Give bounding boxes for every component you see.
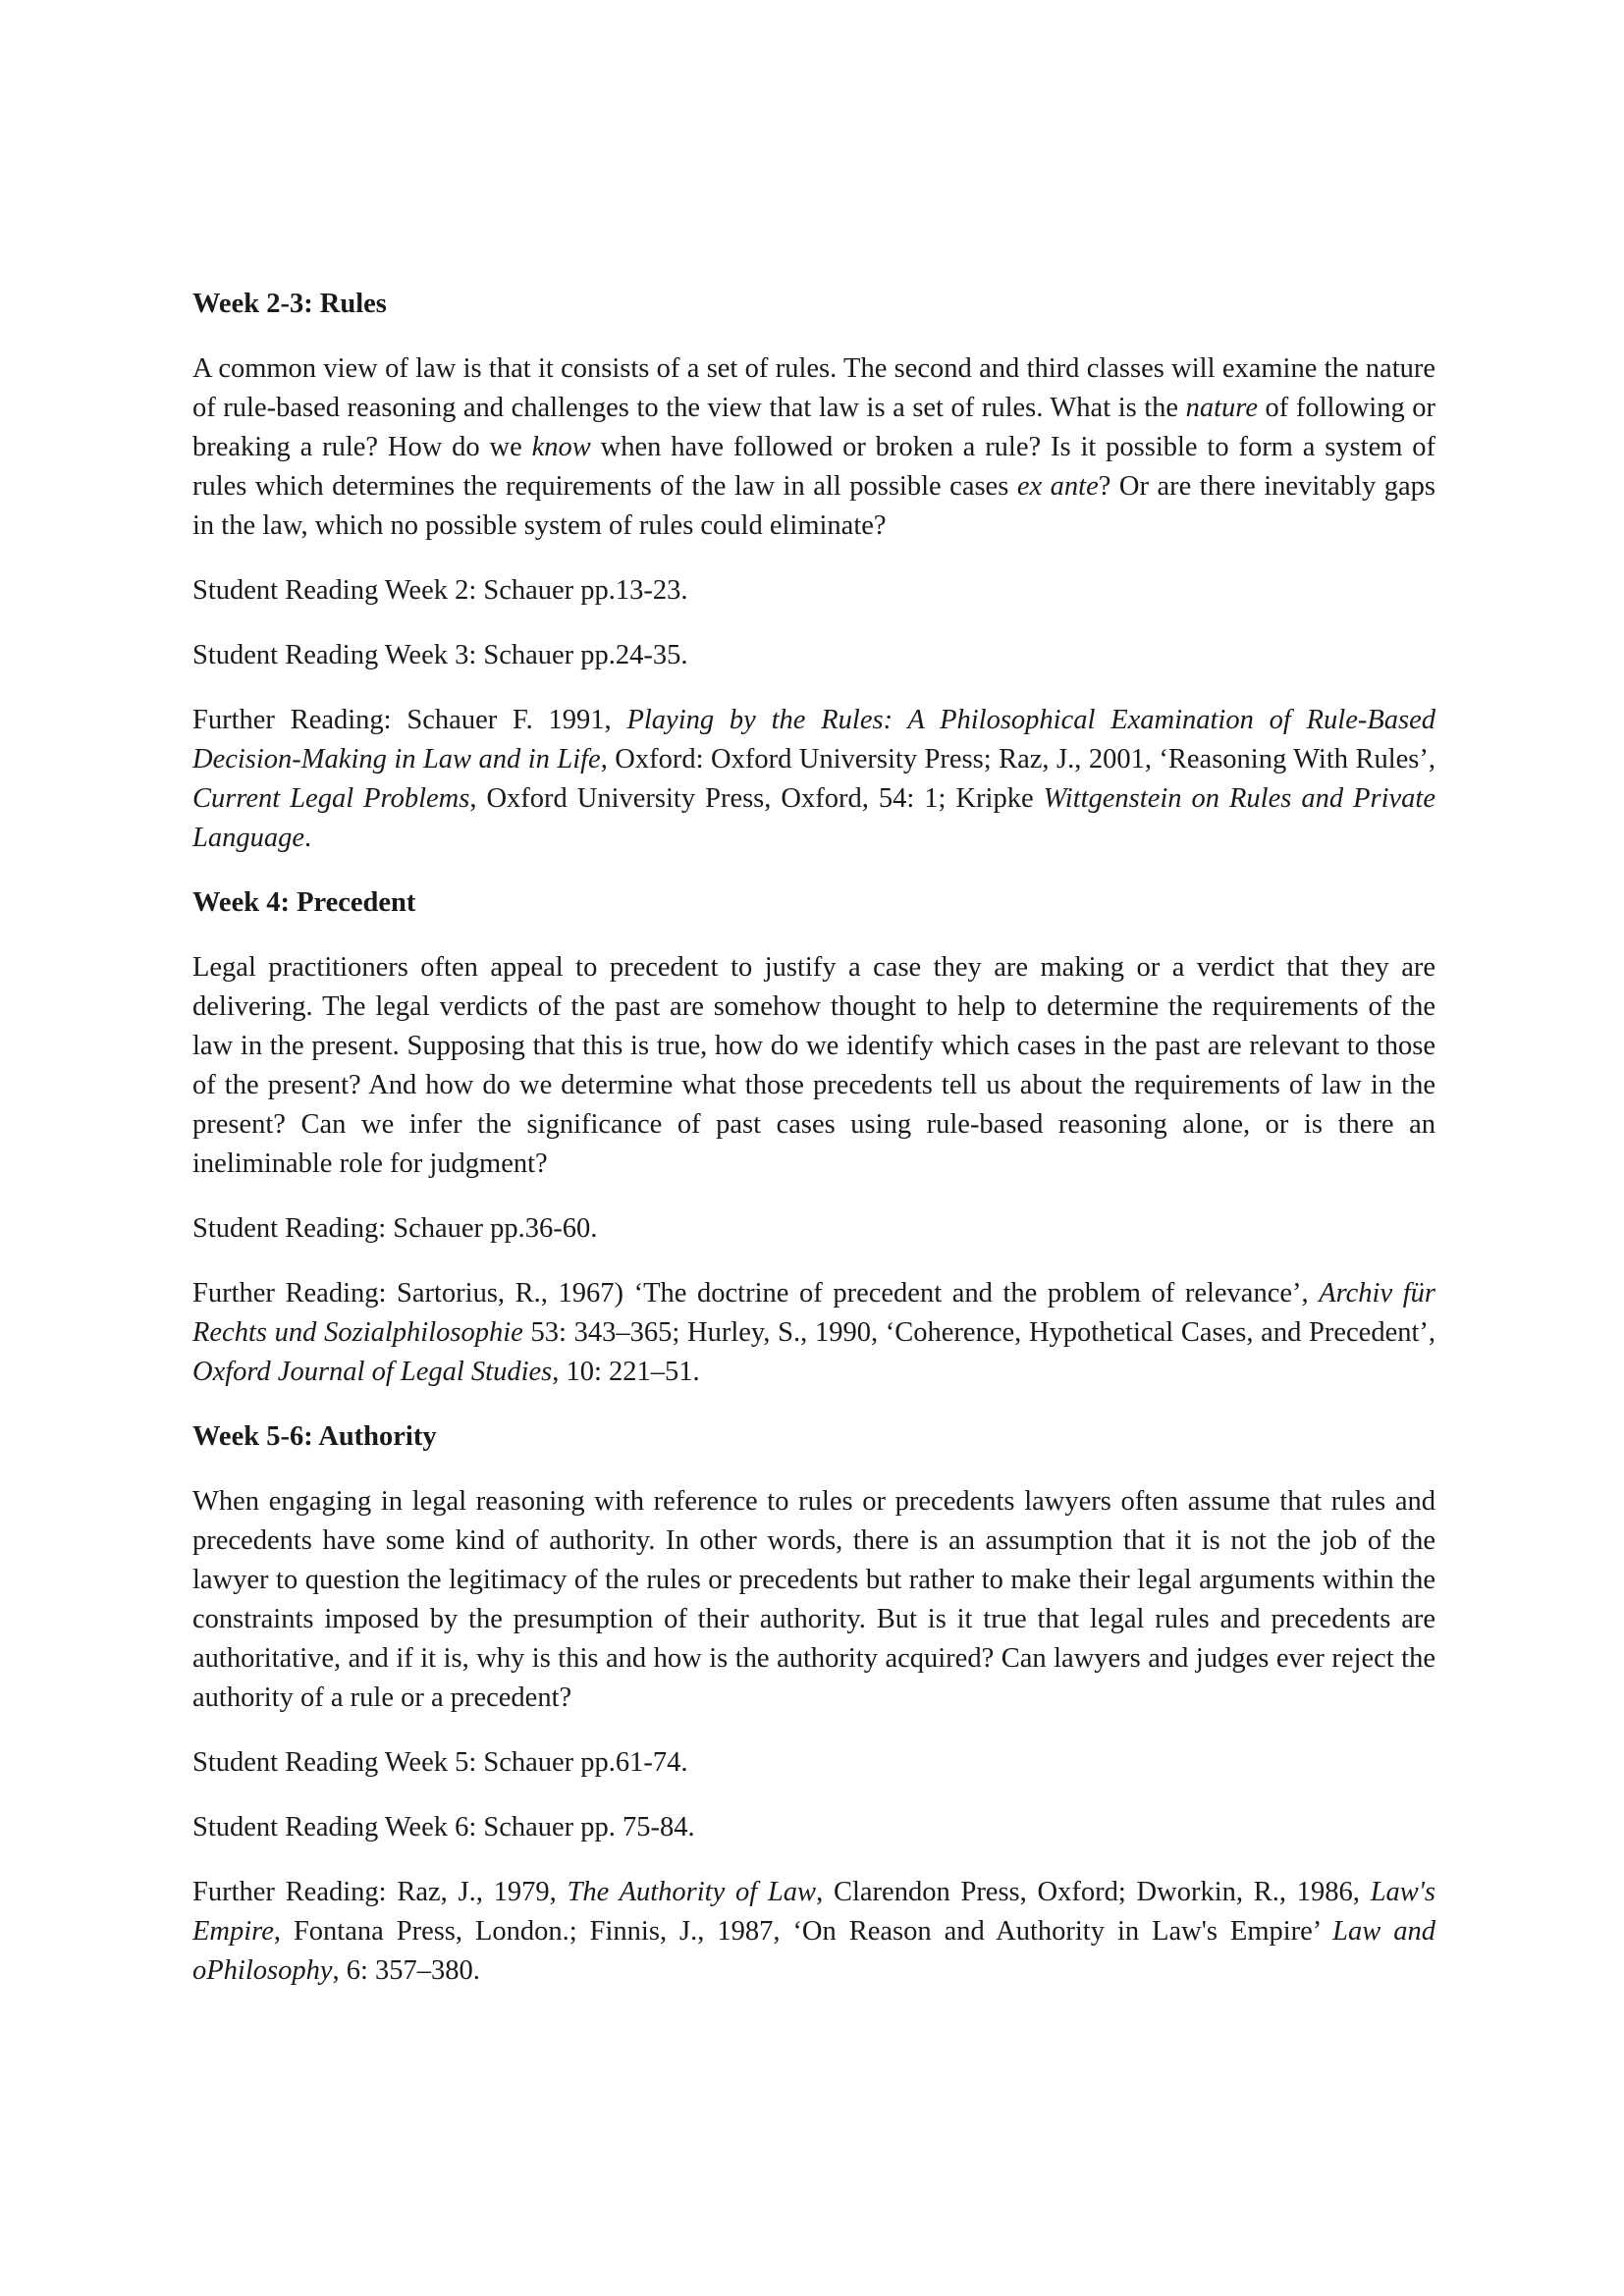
text-run: Further Reading: Schauer F. 1991,: [192, 705, 627, 735]
further-reading: [192, 1873, 1435, 1991]
text-run: , Fontana Press, London.; Finnis, J., 1987, ‘On Reason and Authority in Law's Empire’: [273, 1916, 1333, 1947]
text-run: , 6: 357–380.: [332, 1955, 480, 1986]
section-week-4: [192, 883, 1435, 1392]
italic-text-run: Archiv für Rechts und Sozialphilosophie: [192, 1278, 1435, 1348]
section-intro-paragraph: [192, 349, 1435, 546]
further-reading: [192, 701, 1435, 858]
text-run: Legal practitioners often appeal to precedent to justify a case they are making or a verdict that they are delivering. The legal verdicts of the past are somehow thought to help to determine the requirements of the law in the present. Supposing that this is true, how do we identify which cases in the past are relevant to those of the present? And how do we determine what those precedents tell us about the requirements of law in the present? Can we infer the significance of past cases using rule-based reasoning alone, or is there an ineliminable role for judgment?: [192, 952, 1435, 1179]
italic-text-run: Current Legal Problems: [192, 783, 470, 814]
student-reading-week-6: Student Reading Week 6: Schauer pp. 75-84.: [192, 1812, 695, 1842]
text-run: 53: 343–365; Hurley, S., 1990, ‘Coherence, Hypothetical Cases, and Precedent’,: [522, 1317, 1436, 1348]
italic-text-run: Wittgenstein on Rules and Private Language: [192, 783, 1435, 853]
text-run: , Oxford: Oxford University Press; Raz, J., 2001, ‘Reasoning With Rules’,: [600, 744, 1436, 774]
italic-text-run: Law's Empire: [192, 1877, 1435, 1947]
text-run: .: [304, 823, 312, 853]
italic-text-run: nature: [1185, 393, 1258, 423]
text-run: , Oxford University Press, Oxford, 54: 1; Kripke: [469, 783, 1044, 814]
italic-text-run: Law and oPhilosophy: [192, 1916, 1435, 1986]
text-run: , Clarendon Press, Oxford; Dworkin, R., 1986,: [816, 1877, 1371, 1907]
italic-text-run: ex ante: [1016, 471, 1099, 502]
section-heading: Week 5-6: Authority: [192, 1421, 437, 1452]
student-reading-week-2: Student Reading Week 2: Schauer pp.13-23.: [192, 575, 688, 606]
text-run: When engaging in legal reasoning with reference to rules or precedents lawyers often assume that rules and precedents have some kind of authority. In other words, there is an assumption that it is not the job of the lawyer to question the legitimacy of the rules or precedents but rather to make their legal arguments within the constraints imposed by the presumption of their authority. But is it true that legal rules and precedents are authoritative, and if it is, why is this and how is the authority acquired? Can lawyers and judges ever reject the authority of a rule or a precedent?: [192, 1486, 1435, 1713]
italic-text-run: know: [531, 432, 591, 462]
italic-text-run: Playing by the Rules: A Philosophical Examination of Rule-Based Decision-Making in Law and in Life: [192, 705, 1436, 774]
section-week-2-3: [192, 285, 1435, 858]
section-intro-paragraph: [192, 1482, 1435, 1718]
section-heading: Week 4: Precedent: [192, 887, 416, 918]
text-run: A common view of law is that it consists of a set of rules. The second and third classes will examine the nature of rule-based reasoning and challenges to the view that law is a set of rules. What is the: [192, 353, 1435, 423]
text-run: Further Reading: Raz, J., 1979,: [192, 1877, 568, 1907]
section-intro-paragraph: [192, 948, 1435, 1184]
student-reading: Student Reading: Schauer pp.36-60.: [192, 1213, 598, 1244]
section-heading: Week 2-3: Rules: [192, 289, 387, 319]
student-reading-week-3: Student Reading Week 3: Schauer pp.24-35.: [192, 640, 688, 670]
document-body: [192, 285, 1435, 2016]
text-run: Further Reading: Sartorius, R., 1967) ‘The doctrine of precedent and the problem of relevance’,: [192, 1278, 1320, 1308]
section-week-5-6: [192, 1417, 1435, 1991]
text-run: of following or breaking a rule? How do we: [192, 393, 1435, 462]
student-reading-week-5: Student Reading Week 5: Schauer pp.61-74.: [192, 1747, 688, 1778]
text-run: , 10: 221–51.: [552, 1357, 700, 1387]
further-reading: [192, 1274, 1435, 1392]
italic-text-run: The Authority of Law: [567, 1877, 817, 1907]
text-run: ? Or are there inevitably gaps in the law, which no possible system of rules could eliminate?: [192, 471, 1435, 541]
text-run: when have followed or broken a rule? Is it possible to form a system of rules which determines the requirements of the law in all possible cases: [192, 432, 1435, 502]
italic-text-run: Oxford Journal of Legal Studies: [192, 1357, 553, 1387]
